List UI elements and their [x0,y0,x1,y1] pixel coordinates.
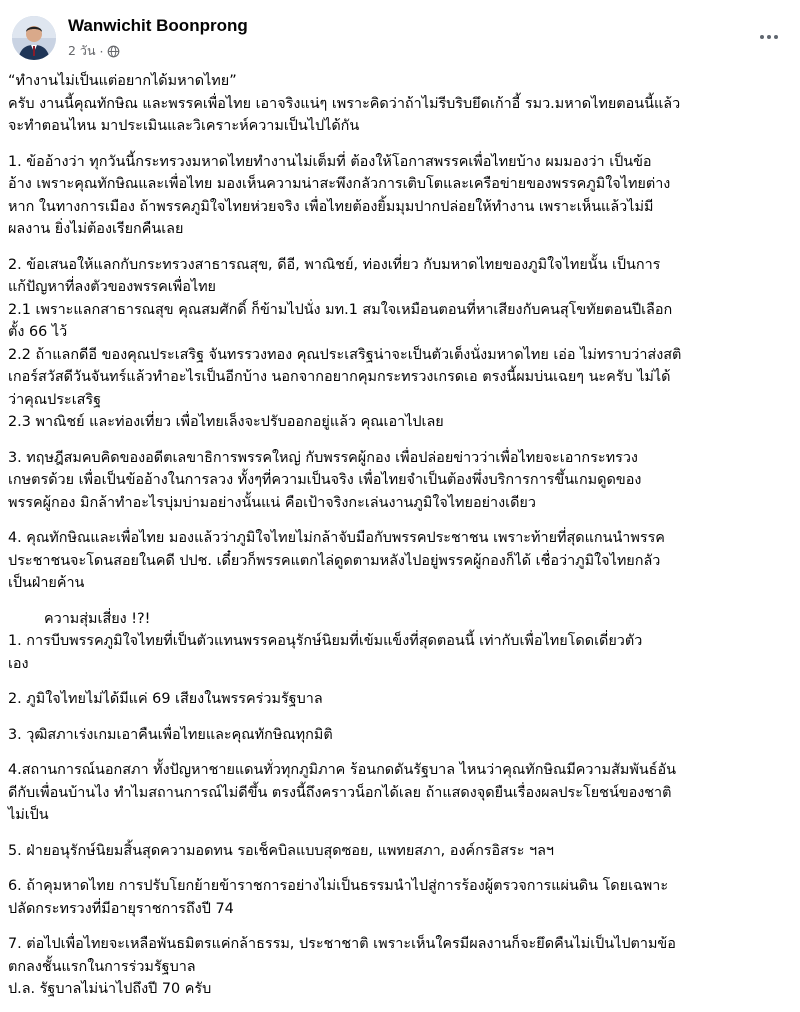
post-quote: “ทำงานไม่เป็นแต่อยากได้มหาดไทย” [8,73,237,89]
risk-1-line: 1. การบีบพรรคภูมิใจไทยที่เป็นตัวแทนพรรคอนุรักษ์นิยมที่เข้มแข็งที่สุดตอนนี้ เท่ากับเพื่อไทยโดดเดี่ยวตัว [8,633,643,649]
risk-2-line: 2. ภูมิใจไทยไม่ได้มีแค่ 69 เสียงในพรรคร่วมรัฐบาล [8,691,323,707]
point-4-line: ประชาชนจะโดนสอยในคดี ปปช. เดี๋ยวก็พรรคแตกไล่ดูดตามหลังไปอยู่พรรคผู้กองก็ได้ เชื่อว่าภูมิใจไทยกลัว [8,552,661,569]
intro-line: ครับ งานนี้คุณทักษิณ และพรรคเพื่อไทย เอาจริงแน่ๆ เพราะคิดว่าถ้าไม่รีบริบยึดเก้าอี้ รมว.มหาดไทยตอนนี้แล้ว [8,95,681,112]
risk-1-line: เอง [8,655,29,672]
point-2-line: 2.2 ถ้าแลกดีอี ของคุณประเสริฐ จันทรรวงทอง คุณประเสริฐน่าจะเป็นตัวเต็งนั่งมหาดไทย เอ่อ ไม่ทราบว่าส่งสติ [8,346,682,363]
post-meta [68,41,120,61]
post-time[interactable]: 2 วัน [68,43,96,58]
point-1-line: 1. ข้ออ้างว่า ทุกวันนี้กระทรวงมหาดไทยทำงานไม่เต็มที่ ต้องให้โอกาสพรรคเพื่อไทยบ้าง ผมมองว่า เป็นข้อ [8,153,652,170]
risk-4-line: ไม่เป็น [8,807,49,823]
point-4-line: 4. คุณทักษิณและเพื่อไทย มองแล้วว่าภูมิใจไทยไม่กล้าจับมือกับพรรคประชาชน เพราะท้ายที่สุดแกนนำพรรค [8,530,665,546]
point-2-line: 2.3 พาณิชย์ และท่องเที่ยว เพื่อไทยเล็งจะปรับออกอยู่แล้ว คุณเอาไปเลย [8,414,444,430]
point-3-line: พรรคผู้กอง มิกล้าทำอะไรบุ่มบ่ามอย่างนั้นแน่ คือเป้าจริงกะเล่นงานภูมิใจไทยอย่างเดียว [8,494,536,511]
point-1-line: ผลงาน ยิ่งไม่ต้องเรียกคืนเลย [8,221,184,237]
point-4-line: เป็นฝ่ายค้าน [8,575,85,591]
point-2-line: เกอร์สวัสดีวันจันทร์แล้วทำอะไรเป็นอีกบ้าง นอกจากอยากคุมกระทรวงเกรดเอ ตรงนี้ผมบ่นเฉยๆ นะครับ ไม่ได้ [8,369,671,385]
author-avatar[interactable] [12,16,56,60]
risk-5-line: 5. ฝ่ายอนุรักษ์นิยมสิ้นสุดความอดทน รอเช็คบิลแบบสุดซอย, แพทยสภา, องค์กรอิสระ ฯลฯ [8,842,554,859]
point-2-line: ตั้ง 66 ไว้ [8,324,68,340]
point-2-line: ว่าคุณประเสริฐ [8,391,102,408]
post-header [12,12,788,66]
risk-3-line: 3. วุฒิสภาเร่งเกมเอาคืนเพื่อไทยและคุณทักษิณทุกมิติ [8,726,333,743]
intro-line: จะทำตอนไหน มาประเมินและวิเคราะห์ความเป็นไปได้กัน [8,118,360,134]
globe-icon[interactable] [107,45,120,58]
postscript: ป.ล. รัฐบาลไม่น่าไปถึงปี 70 ครับ [8,981,212,997]
risk-6-line: 6. ถ้าคุมหาดไทย การปรับโยกย้ายข้าราชการอย่างไม่เป็นธรรมนำไปสู่การร้องผู้ตรวจการแผ่นดิน โดยเฉพาะ [8,878,669,894]
point-3-line: 3. ทฤษฎีสมคบคิดของอดีตเลขาธิการพรรคใหญ่ กับพรรคผู้กอง เพื่อปล่อยข่าวว่าเพื่อไทยจะเอากระทรวง [8,449,638,466]
post-body [8,70,792,1001]
risk-7-line: 7. ต่อไปเพื่อไทยจะเหลือพันธมิตรแค่กล้าธรรม, ประชาชาติ เพราะเห็นใครมีผลงานก็จะยึดคืนไม่เป็นไปตามข้อ [8,936,676,952]
risk-6-line: ปลัดกระทรวงที่มีอายุราชการถึงปี 74 [8,900,234,917]
risk-4-line: ดีกับเพื่อนบ้านไง ทำไมสถานการณ์ไม่ดีขึ้น ตรงนี้ถึงคราวน็อกได้เลย ถ้าแสดงจุดยืนเรื่องผลประโยชน์ของชาติ [8,784,672,801]
risk-7-line: ตกลงชั้นแรกในการร่วมรัฐบาล [8,958,196,975]
point-1-line: หาก ในทางการเมือง ถ้าพรรคภูมิใจไทยห่วยจริง เพื่อไทยต้องยิ้มมุมปากปล่อยให้ทำงาน เพราะเห็นแล้วไม่มี [8,198,654,215]
point-1-line: อ้าง เพราะคุณทักษิณและเพื่อไทย มองเห็นความน่าสะพึงกลัวการเติบโตและเครือข่ายของพรรคภูมิใจไทยต่าง [8,176,671,192]
point-2-line: 2.1 เพราะแลกสาธารณสุข คุณสมศักดิ์ ก็ข้ามไปนั่ง มท.1 สมใจเหมือนตอนที่หาเสียงกับคนสุโขทัยตอนปีเลือก [8,301,673,318]
avatar-image [12,16,56,60]
point-2-line: 2. ข้อเสนอให้แลกกับกระทรวงสาธารณสุข, ดีอี, พาณิชย์, ท่องเที่ยว กับมหาดไทยของภูมิใจไทยนั้น เป็นการ [8,256,661,273]
more-options-icon[interactable] [754,22,784,52]
risk-heading: ความสุ่มเสี่ยง !?! [44,610,151,627]
author-name[interactable]: Wanwichit Boonprong [68,16,248,35]
risk-4-line: 4.สถานการณ์นอกสภา ทั้งปัญหาชายแดนทั่วทุกภูมิภาค ร้อนกดดันรัฐบาล ไหนว่าคุณทักษิณมีความสัมพันธ์อัน [8,762,676,778]
point-3-line: เกษตรด้วย เพื่อเป็นข้ออ้างในการลวง ทั้งๆที่ความเป็นจริง เพื่อไทยจำเป็นต้องพึ่งบริการการขึ้นเกมดูดของ [8,472,642,488]
meta-separator: · [99,43,104,59]
point-2-line: แก้ปัญหาที่ลงตัวของพรรคเพื่อไทย [8,279,216,295]
